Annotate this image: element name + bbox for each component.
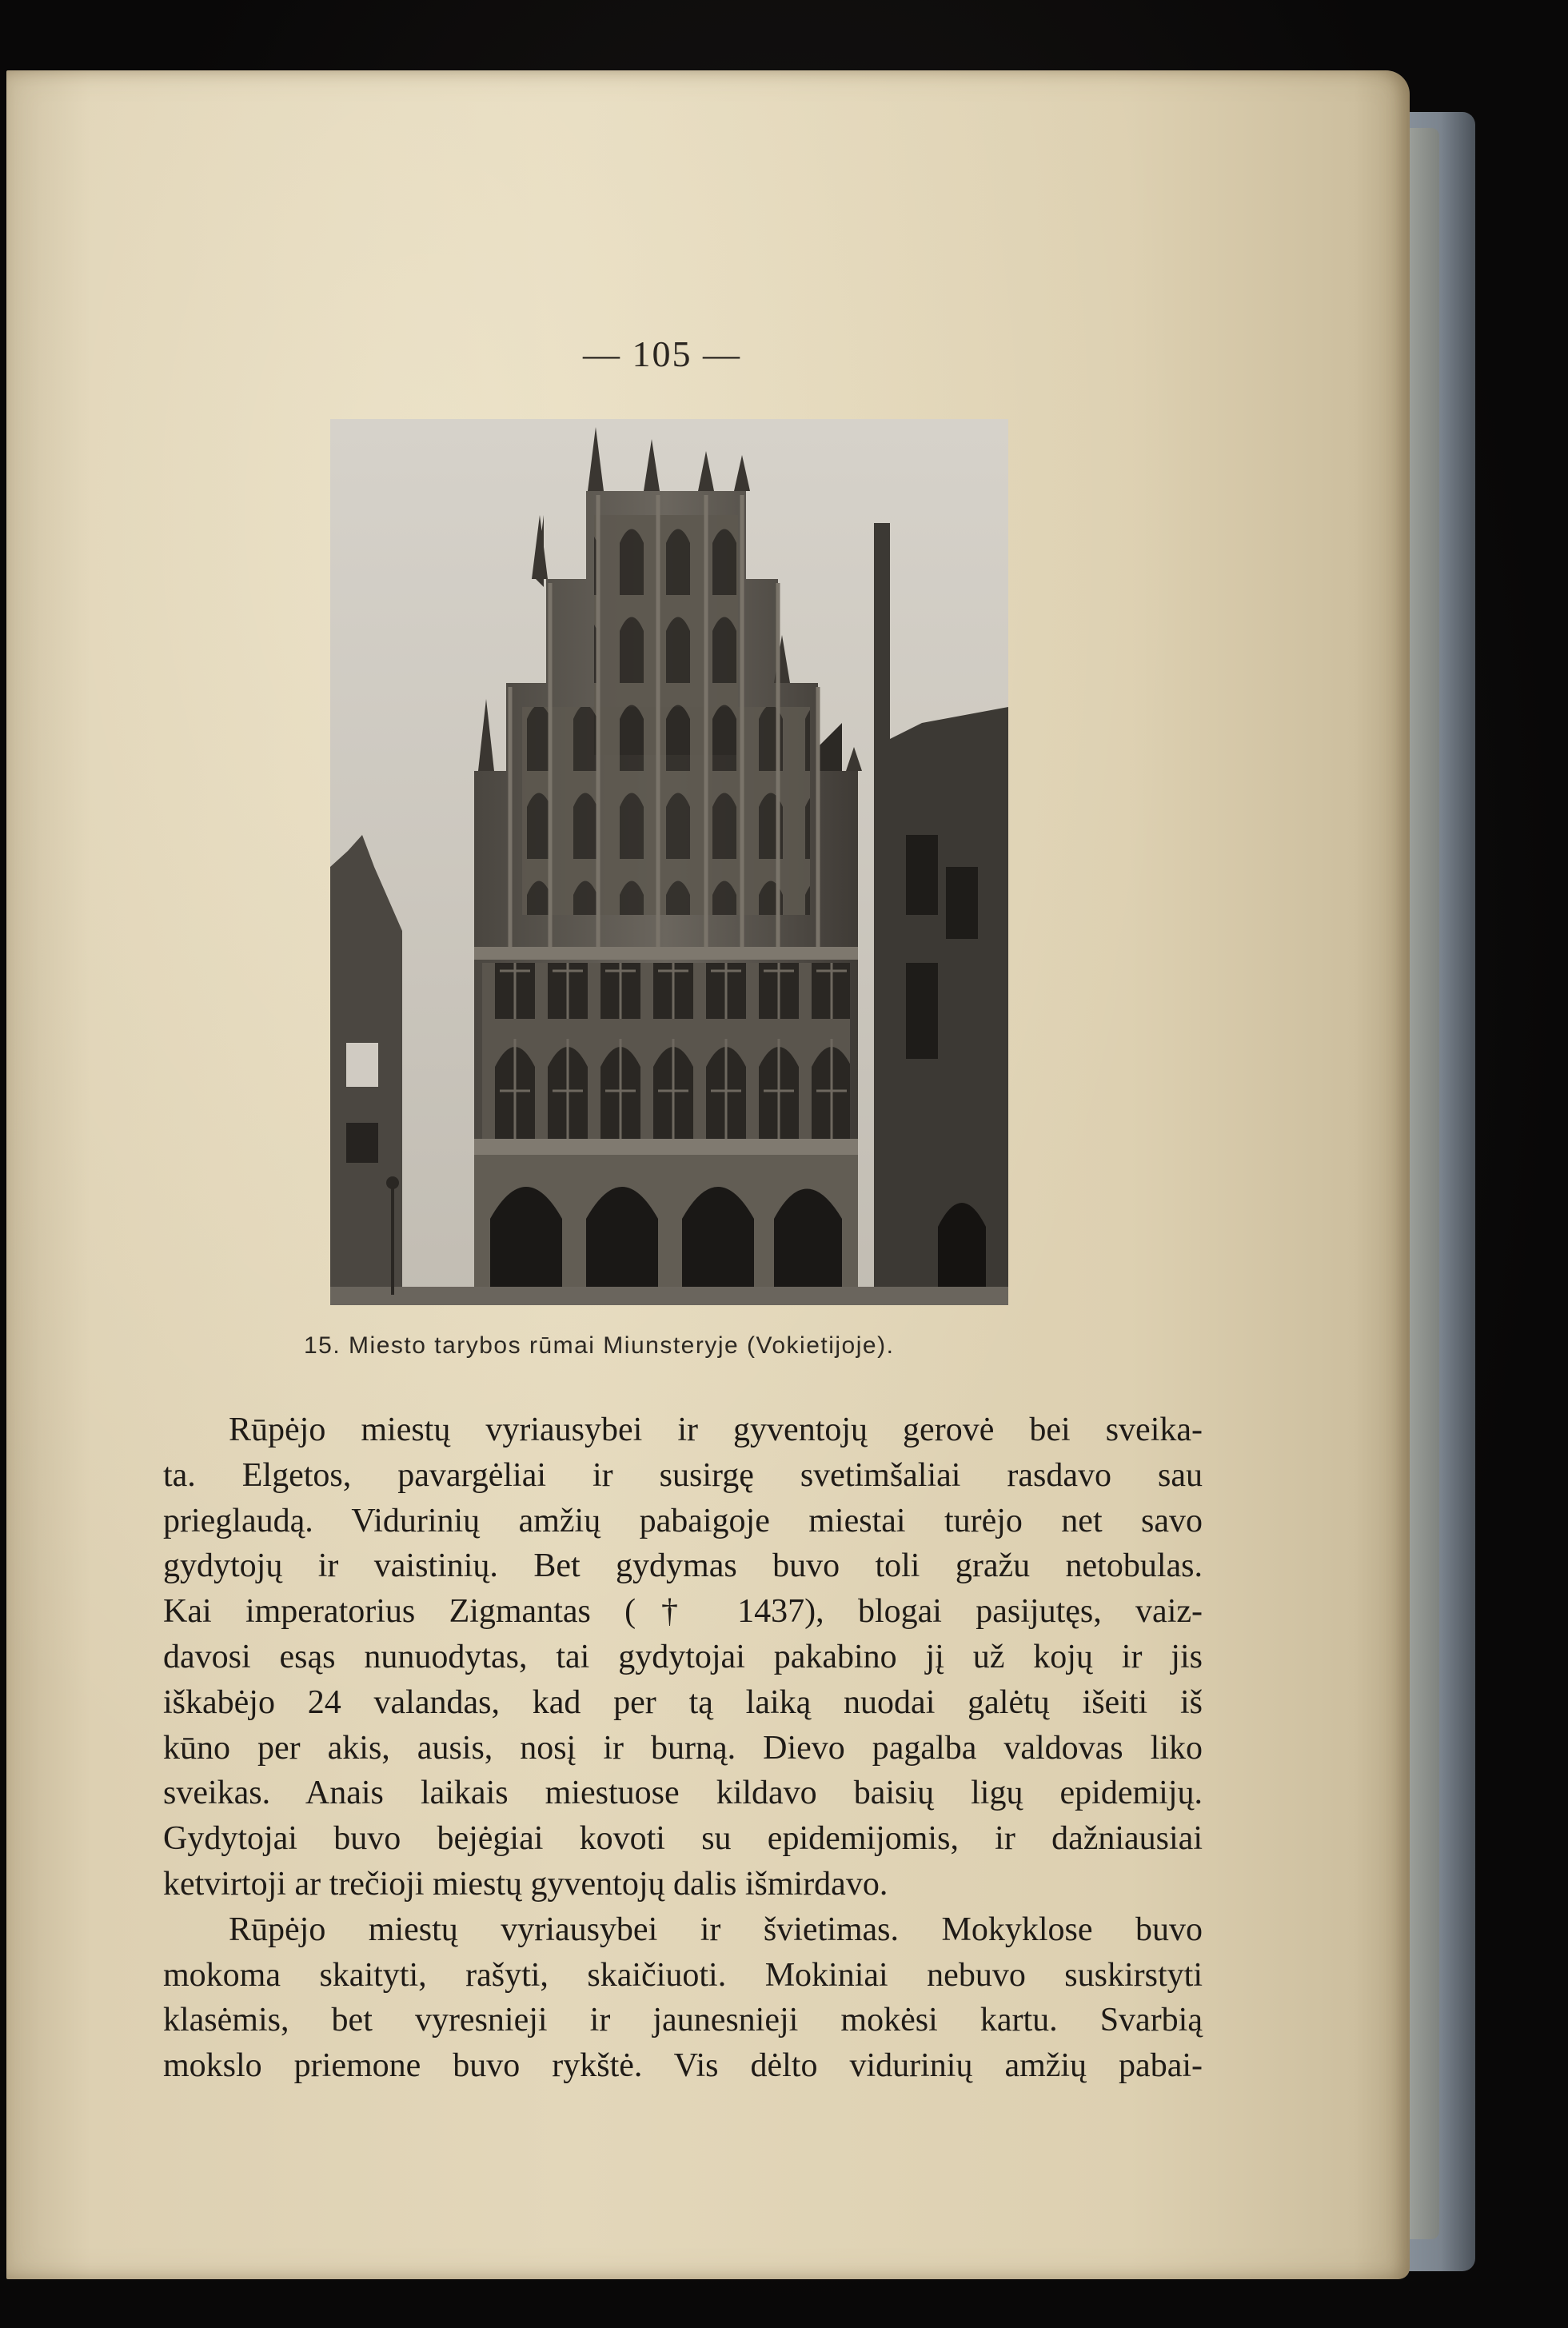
page-number: — 105 — <box>583 333 741 374</box>
text-line: ta. Elgetos, pavargėliai ir susirgę svetimšaliai rasdavo sau <box>163 1456 1203 1494</box>
text-line: ketvirtoji ar trečioji miestų gyventojų dalis išmirdavo. <box>163 1865 888 1903</box>
text-line: Gydytojai buvo bejėgiai kovoti su epidemijomis, ir dažniausiai <box>163 1820 1203 1858</box>
text-line: sveikas. Anais laikais miestuose kildavo baisių ligų epidemijų. <box>163 1775 1203 1812</box>
text-line: klasėmis, bet vyresnieji ir jaunesnieji mokėsi kartu. Svarbią <box>163 2002 1203 2039</box>
body-text <box>163 1408 1203 2089</box>
figure-photo <box>330 419 1008 1305</box>
figure-caption: 15. Miesto tarybos rūmai Miunsteryje (Vokietijoje). <box>304 1332 895 1359</box>
town-hall-illustration <box>330 419 1008 1305</box>
text-line: Rūpėjo miestų vyriausybei ir gyventojų gerovė bei sveika- <box>229 1412 1203 1448</box>
text-line: gydytojų ir vaistinių. Bet gydymas buvo toli gražu netobulas. <box>163 1547 1203 1585</box>
text-line: prieglaudą. Vidurinių amžių pabaigoje miestai turėjo net savo <box>163 1502 1203 1539</box>
text-line: Kai imperatorius Zigmantas († 1437), blogai pasijutęs, vaiz- <box>163 1593 1203 1631</box>
book-page <box>6 70 1410 2279</box>
text-line: davosi esąs nunuodytas, tai gydytojai pakabino jį už kojų ir jis <box>163 1638 1203 1675</box>
text-line: iškabėjo 24 valandas, kad per tą laiką nuodai galėtų išeiti iš <box>163 1683 1203 1721</box>
text-line: mokoma skaityti, rašyti, skaičiuoti. Mokiniai nebuvo suskirstyti <box>163 1956 1203 1994</box>
text-line: mokslo priemone buvo rykštė. Vis dėlto vidurinių amžių pabai- <box>163 2047 1203 2085</box>
text-line: Rūpėjo miestų vyriausybei ir švietimas. Mokyklose buvo <box>229 1911 1203 1948</box>
text-line: kūno per akis, ausis, nosį ir burną. Dievo pagalba valdovas liko <box>163 1729 1203 1767</box>
